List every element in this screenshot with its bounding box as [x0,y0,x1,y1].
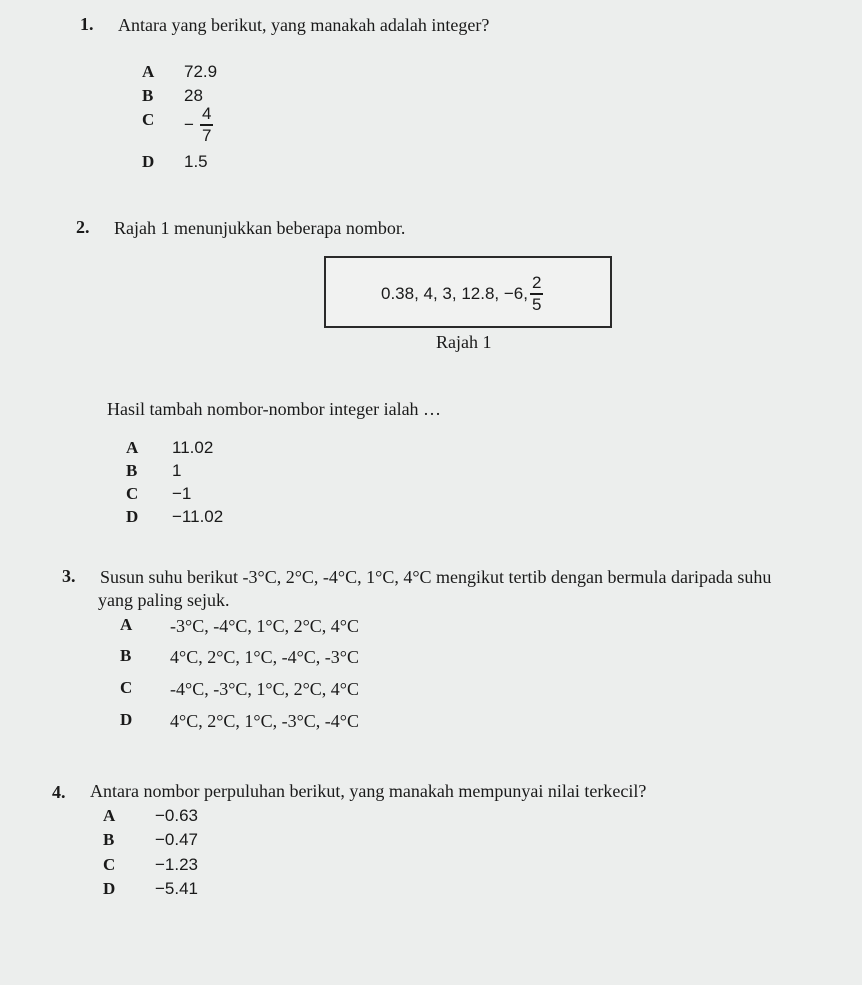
q1-option-c-fraction [184,105,213,145]
q3-text-before: Susun suhu berikut [100,567,239,587]
q1-option-d-letter: D [142,152,155,171]
q4-option-c-value: −1.23 [155,855,199,874]
q3-text-line2: yang paling sejuk. [98,590,230,610]
q1-option-c-numerator: 4 [201,104,212,123]
q3-option-c-letter: C [120,678,133,697]
q2-option-d-value: −11.02 [172,507,224,526]
q4-option-a-letter: A [103,806,116,825]
q3-text [100,566,771,588]
q3-option-a-value: -3°C, -4°C, 1°C, 2°C, 4°C [170,616,360,636]
rajah-1-number-list: 0.38, 4, 3, 12.8, −6, [381,283,528,303]
q2-prompt: Hasil tambah nombor-nombor integer ialah … [107,399,442,419]
q2-option-c-value: −1 [172,484,192,503]
q2-number: 2. [76,217,90,237]
q4-option-d-letter: D [103,879,116,898]
q1-option-c-sign: − [184,114,194,134]
q2-text: Rajah 1 menunjukkan beberapa nombor. [114,218,406,238]
q1-option-c-frac [200,105,213,145]
q4-text: Antara nombor perpuluhan berikut, yang manakah mempunyai nilai terkecil? [90,781,647,801]
q1-number: 1. [80,14,94,34]
q2-option-b-letter: B [126,461,138,480]
q3-option-c-value: -4°C, -3°C, 1°C, 2°C, 4°C [170,679,360,699]
q3-number: 3. [62,566,76,586]
q1-text: Antara yang berikut, yang manakah adalah integer? [118,15,490,35]
q2-option-b-value: 1 [172,461,182,480]
q2-option-a-letter: A [126,438,139,457]
q3-option-b-letter: B [120,646,132,665]
q4-option-a-value: −0.63 [155,806,199,825]
q3-option-d-value: 4°C, 2°C, 1°C, -3°C, -4°C [170,711,360,731]
q2-option-a-value: 11.02 [172,438,214,457]
q1-option-c-letter: C [142,110,155,129]
q3-option-a-letter: A [120,615,133,634]
rajah-1-fraction [530,274,543,314]
q1-option-b-value: 28 [184,86,203,105]
q4-option-d-value: −5.41 [155,879,199,898]
q4-number: 4. [52,782,66,802]
q4-option-b-letter: B [103,830,115,849]
rajah-1-box [324,256,612,328]
q1-option-a-letter: A [142,62,155,81]
q3-temperatures: -3°C, 2°C, -4°C, 1°C, 4°C [242,567,432,587]
q4-option-c-letter: C [103,855,116,874]
q3-option-d-letter: D [120,710,133,729]
q2-option-c-letter: C [126,484,139,503]
rajah-1-denominator: 5 [531,294,542,314]
q4-option-b-value: −0.47 [155,830,199,849]
rajah-1-caption: Rajah 1 [436,332,492,352]
q2-option-d-letter: D [126,507,139,526]
rajah-1-numbers [381,274,543,314]
rajah-1-numerator: 2 [531,273,542,292]
q1-option-a-value: 72.9 [184,62,218,81]
q1-option-d-value: 1.5 [184,152,208,171]
q3-text-after: mengikut tertib dengan bermula daripada suhu [436,567,772,587]
q1-option-b-letter: B [142,86,154,105]
q1-option-c-denominator: 7 [201,125,212,145]
q3-option-b-value: 4°C, 2°C, 1°C, -4°C, -3°C [170,647,360,667]
